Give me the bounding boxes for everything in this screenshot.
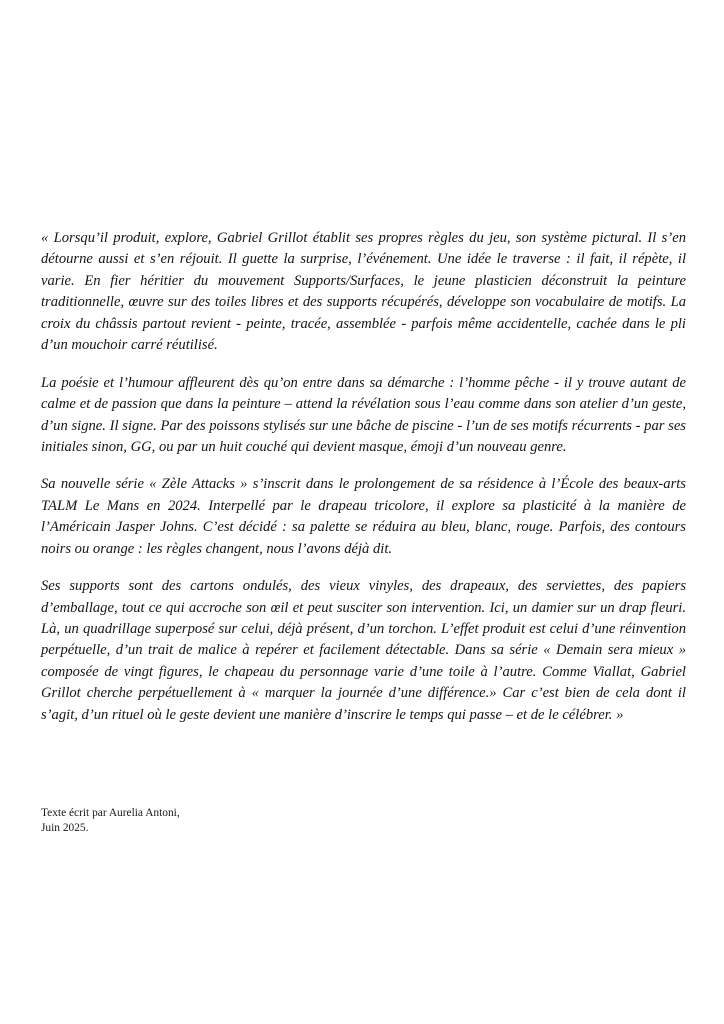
credit-date-line: Juin 2025.: [41, 822, 89, 835]
paragraph-4: Ses supports sont des cartons ondulés, des vieux vinyles, des drapeaux, des serviettes, des papiers d’emballage, tout ce qui accroche son œil et peut susciter son intervention. Ici, un damier sur un drap fleuri. Là, un quadrillage superposé sur celui, déjà présent, d’un torchon. L’effet produit est celui d’une réinvention perpétuelle, d’un trait de malice à repérer et facilement détectable. Dans sa série « Demain sera mieux » composée de vingt figures, le chapeau du personnage varie d’une toile à l’autre. Comme Viallat, Gabriel Grillot cherche perpétuellement à « marquer la journée d’une différence.» Car c’est bien de cela dont il s’agit, d’un rituel où le geste devient une manière d’inscrire le temps qui passe – et de le célébrer. »: [41, 578, 686, 723]
paragraph-2: La poésie et l’humour affleurent dès qu’on entre dans sa démarche : l’homme pêche - il y trouve autant de calme et de passion que dans la peinture – attend la révélation sous l’eau comme dans son atelier d’un geste, d’un signe. Il signe. Par des poissons stylisés sur une bâche de piscine - l’un de ses motifs récurrents - par ses initiales sinon, GG, ou par un huit couché qui devient masque, émoji d’un nouveau genre.: [41, 374, 686, 455]
article-body: [41, 228, 686, 726]
paragraph-1: « Lorsqu’il produit, explore, Gabriel Grillot établit ses propres règles du jeu, son système pictural. Il s’en détourne aussi et s’en réjouit. Il guette la surprise, l’événement. Une idée le traverse : il fait, il répète, il varie. En fier héritier du mouvement Supports/Surfaces, le jeune plasticien déconstruit la peinture traditionnelle, œuvre sur des toiles libres et des supports récupérés, développe son vocabulaire de motifs. La croix du châssis partout revient - peinte, tracée, assemblée - parfois même accidentelle, cachée dans le pli d’un mouchoir carré réutilisé.: [41, 230, 686, 354]
credit-author-line: Texte écrit par Aurelia Antoni,: [41, 807, 180, 819]
paragraph-3: Sa nouvelle série « Zèle Attacks » s’inscrit dans le prolongement de sa résidence à l’École des beaux-arts TALM Le Mans en 2024. Interpellé par le drapeau tricolore, il explore sa plasticité à la manière de l’Américain Jasper Johns. C’est décidé : sa palette se réduira au bleu, blanc, rouge. Parfois, des contours noirs ou orange : les règles changent, nous l’avons déjà dit.: [41, 476, 686, 557]
author-credit: [41, 806, 461, 836]
